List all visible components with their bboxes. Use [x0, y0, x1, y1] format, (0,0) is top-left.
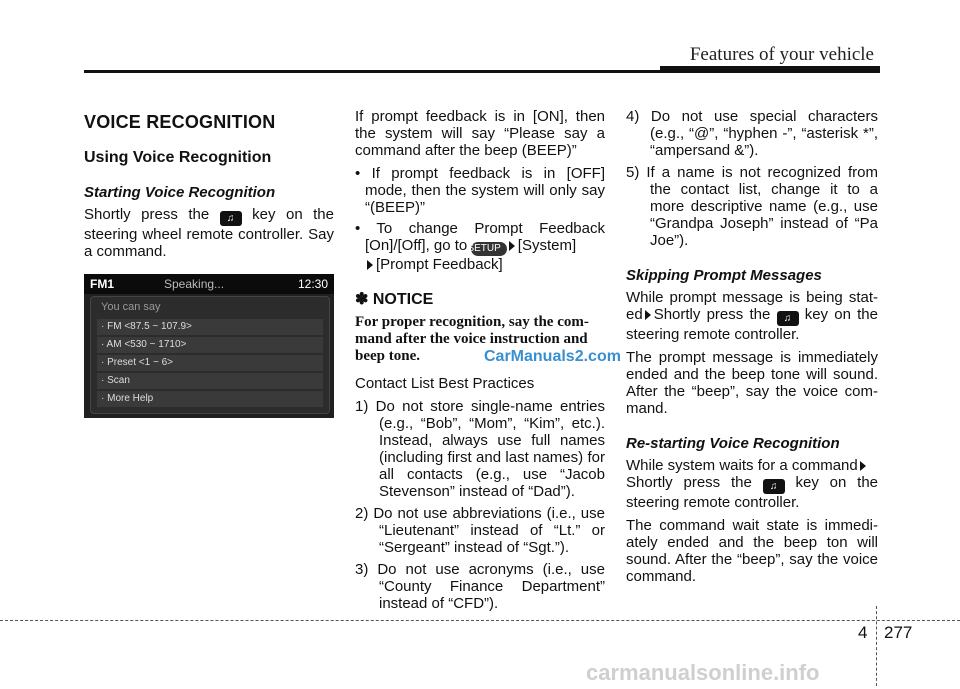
arrow-icon [860, 461, 866, 471]
site-watermark: CarManuals2.com [484, 348, 621, 365]
prompt-on-paragraph: If prompt feedback is in [ON], then the system will say “Please say a command after the beep (BEEP)” [355, 108, 605, 159]
restarting-paragraph: While system waits for a command Shortly press the ♫ key on the steering remote controller. [626, 457, 879, 511]
restarting-result-paragraph: The command wait state is immedi-ately ended and the beep ton will sound. After the “beep”, say the voice command. [626, 517, 878, 585]
screen-heading: You can say [101, 301, 161, 313]
screen-item: · Preset <1 ~ 6> [97, 355, 323, 371]
topic-title-restarting: Re-starting Voice Recognition [626, 435, 840, 452]
voice-screen-image [84, 274, 334, 418]
skipping-paragraph: While prompt message is being stat-ed Shortly press the ♫ key on the steering remote controller. [626, 289, 878, 343]
screen-item: · AM <530 ~ 1710> [97, 337, 323, 353]
screen-time: 12:30 [297, 277, 328, 291]
contact-list-title: Contact List Best Practices [355, 375, 535, 392]
notice-body: For proper recognition, say the com-mand after the voice instruction and beep tone. [355, 314, 589, 364]
subsection-title: Using Voice Recognition [84, 149, 272, 166]
footer-divider [876, 606, 877, 686]
header-title: Features of your vehicle [689, 44, 874, 65]
footer-rule [0, 620, 960, 621]
bullet-change-prompt: • To change Prompt Feedback [On]/[Off], go to SETUP [System] [Prompt Feedback] [355, 220, 605, 273]
screen-band: FM1 [90, 277, 114, 291]
page-number: 277 [884, 623, 913, 642]
talk-key-icon: ♫ [763, 479, 785, 494]
screen-status: Speaking... [164, 277, 225, 291]
list-item: 5) If a name is not recognized from the contact list, change it to a more descriptive name (e.g., use “Grandpa Joseph” instead of “Pa Joe”). [626, 164, 878, 249]
column-1 [84, 108, 334, 266]
topic-title-starting: Starting Voice Recognition [84, 184, 276, 201]
notice-title: ✽ NOTICE [355, 291, 434, 308]
arrow-icon [509, 241, 515, 251]
screen-status-bar [84, 274, 334, 294]
bullet-prompt-off: • If prompt feedback is in [OFF] mode, then the system will only say “(BEEP)” [355, 165, 605, 216]
arrow-icon [645, 310, 651, 320]
talk-key-icon: ♫ [777, 311, 799, 326]
list-item: 4) Do not use special characters (e.g., “@”, “hyphen -”, “asterisk *”, “ampersand &”). [626, 108, 878, 159]
chapter-number: 4 [858, 623, 868, 642]
screen-item: · Scan [97, 373, 323, 389]
screen-item: · More Help [97, 391, 323, 407]
header-rule-thick [660, 66, 880, 73]
arrow-icon [367, 260, 373, 270]
list-item: 1) Do not store single-name entries (e.g., “Bob”, “Mom”, “Kim”, etc.). Instead, always use full names (including first and last names) for all contacts (e.g., use “Jacob Stevenson” instead of “Dad”). [355, 398, 605, 500]
starting-paragraph: Shortly press the ♫ key on the steering wheel remote controller. Say a command. [84, 206, 334, 260]
setup-key-icon: SETUP [471, 242, 506, 256]
screen-command-list [90, 296, 330, 414]
talk-key-icon: ♫ [220, 211, 242, 226]
screen-item: · FM <87.5 ~ 107.9> [97, 319, 323, 335]
topic-title-skipping: Skipping Prompt Messages [626, 267, 822, 284]
list-item: 2) Do not use abbreviations (i.e., use “Lieutenant” instead of “Lt.” or “Sergeant” instead of “Sgt.”). [355, 505, 605, 556]
skipping-result-paragraph: The prompt message is immediately ended and the beep tone will sound. After the “beep”, say the voice com-mand. [626, 349, 878, 417]
column-3 [626, 108, 878, 591]
section-title: VOICE RECOGNITION [84, 112, 276, 132]
footer-watermark: carmanualsonline.info [586, 660, 820, 685]
list-item: 3) Do not use acronyms (i.e., use “County Finance Department” instead of “CFD”). [355, 561, 605, 612]
